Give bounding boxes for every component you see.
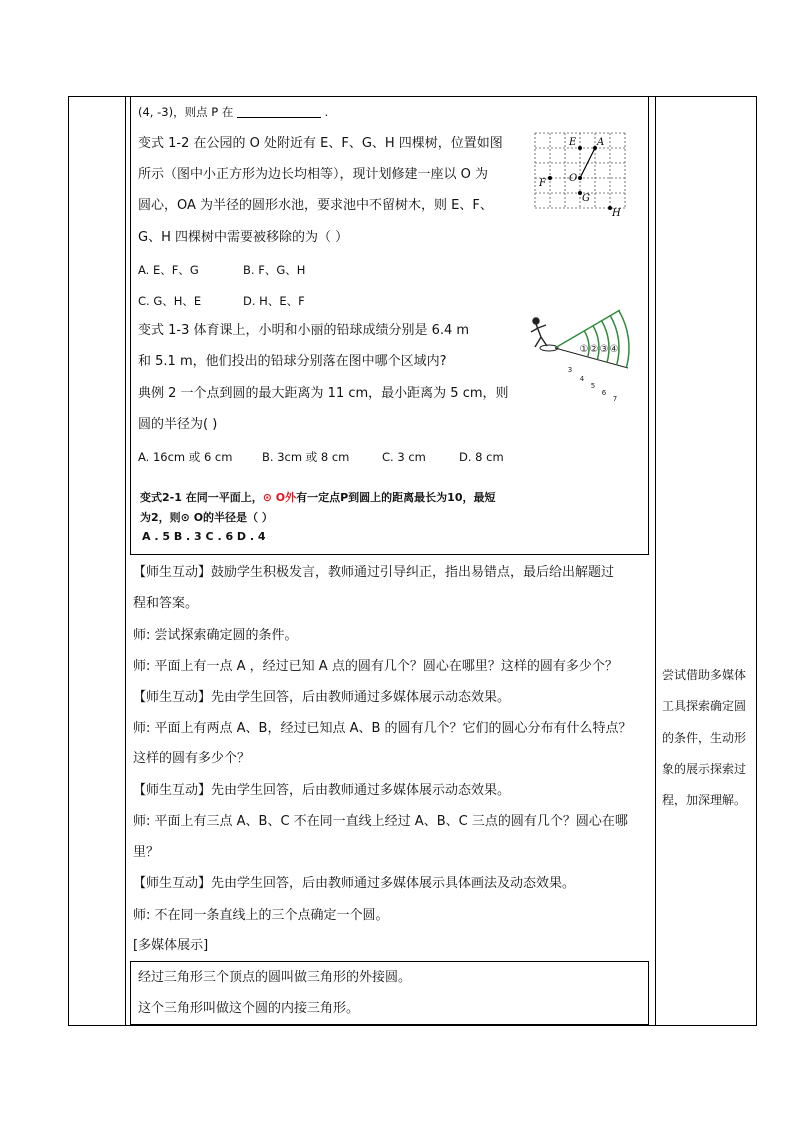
v21-text-pre: 变式2-1 在同一平面上， [140,491,263,504]
zone-1: ① [579,344,589,355]
v13-line-2: 和 5.1 m，他们投出的铅球分别落在图中哪个区域内? [138,354,447,369]
para-teacher-4: 师: 平面上有三点 A、B、C 不在同一直线上经过 A、B、C 三点的圆有几个？圆心在哪 [133,814,628,829]
thrower-icon [531,318,547,347]
v21-text-post: 有一定点P到圆上的距离最长为10，最短 [296,491,496,504]
ex2-option-c: C. 3 cm [382,450,426,464]
v21-options: A . 5 B . 3 C . 6 D . 4 [142,530,266,543]
definition-line-1: 经过三角形三个顶点的圆叫做三角形的外接圆。 [138,970,412,985]
tick-6: 6 [601,389,607,397]
column-divider-right [655,97,656,1025]
para-teacher-2: 师: 平面上有一点 A ，经过已知 A 点的圆有几个？圆心在哪里？这样的圆有多少个？ [133,659,618,674]
side-note-3: 的条件，生动形 [662,731,747,745]
v12-option-c: C. G、H、E [138,294,202,308]
side-note-5: 程，加深理解。 [662,793,747,807]
answer-text-mid: 在 [221,105,234,119]
para-interaction-1b: 程和答案。 [133,596,199,611]
label-a: A [597,137,605,148]
label-o: O [569,173,578,184]
ex2-option-b: B. 3cm 或 8 cm [262,450,350,464]
para-teacher-3b: 这样的圆有多少个？ [133,751,251,766]
ex2-line-2: 圆的半径为( ) [138,417,218,432]
para-interaction-1: 【师生互动】鼓励学生积极发言，教师通过引导纠正，指出易错点，最后给出解题过 [133,565,615,580]
tick-5: 5 [590,382,596,390]
para-interaction-2: 【师生互动】先由学生回答，后由教师通过多媒体展示动态效果。 [133,690,511,705]
column-divider-left [125,97,126,1025]
v12-line-3: 圆心，OA 为半径的圆形水池，要求池中不留树木，则 E、F、 [138,198,493,213]
para-teacher-1: 师: 尝试探索确定圆的条件。 [133,628,298,643]
ex2-line-1: 典例 2 一个点到圆的最大距离为 11 cm，最小距离为 5 cm，则 [138,386,509,401]
tick-7: 7 [612,395,618,403]
v12-line-1: 变式 1-2 在公园的 O 处附近有 E、F、G、H 四棵树，位置如图 [138,136,503,151]
zone-2: ② [589,344,599,355]
answer-blank [237,104,321,118]
v21-line-2: 为2，则⊙ O的半径是（ ） [140,511,273,524]
v12-line-2: 所示（图中小正方形为边长均相等），现计划修建一座以 O 为 [138,167,488,182]
tick-3: 3 [567,366,573,374]
label-e: E [569,137,577,148]
side-note-4: 象的展示探索过 [662,762,747,776]
v21-line-1 [140,489,495,507]
ex2-option-d: D. 8 cm [459,450,504,464]
v12-option-b: B. F、G、H [243,263,306,277]
ex2-option-a: A. 16cm 或 6 cm [138,450,233,464]
answer-line [138,103,328,121]
side-note-1: 尝试借助多媒体 [662,668,747,682]
v21-text-red: ⊙ O外 [262,491,297,504]
v13-line-1: 变式 1-3 体育课上，小明和小丽的铅球成绩分别是 6.4 m [138,323,470,338]
v12-option-d: D. H、E、F [243,294,305,308]
para-teacher-4b: 里？ [133,845,160,860]
v12-line-4: G、H 四棵树中需要被移除的为（ ） [138,230,349,245]
label-f: F [539,178,546,189]
point-p: P [211,105,219,119]
side-note-2: 工具探索确定圆 [662,699,747,713]
zone-3: ③ [599,344,609,355]
para-teacher-3: 师: 平面上有两点 A、B，经过已知点 A、B 的圆有几个？它们的圆心分布有什么特点？ [133,721,632,736]
v12-option-a: A. E、F、G [138,263,199,277]
definition-line-2: 这个三角形叫做这个圆的内接三角形。 [138,1001,360,1016]
shot-put-figure [527,304,637,404]
tree-grid-figure [532,130,628,218]
para-teacher-5: 师: 不在同一条直线上的三个点确定一个圆。 [133,908,389,923]
label-g: G [582,193,590,204]
tick-4: 4 [579,375,585,383]
para-multimedia: [多媒体展示] [133,938,209,953]
answer-text: (4, -3)，则点 [138,105,208,119]
answer-text-end: . [324,105,329,119]
zone-4: ④ [609,344,619,355]
para-interaction-4: 【师生互动】先由学生回答，后由教师通过多媒体展示具体画法及动态效果。 [133,876,576,891]
label-h: H [612,208,621,218]
para-interaction-3: 【师生互动】先由学生回答，后由教师通过多媒体展示动态效果。 [133,783,511,798]
